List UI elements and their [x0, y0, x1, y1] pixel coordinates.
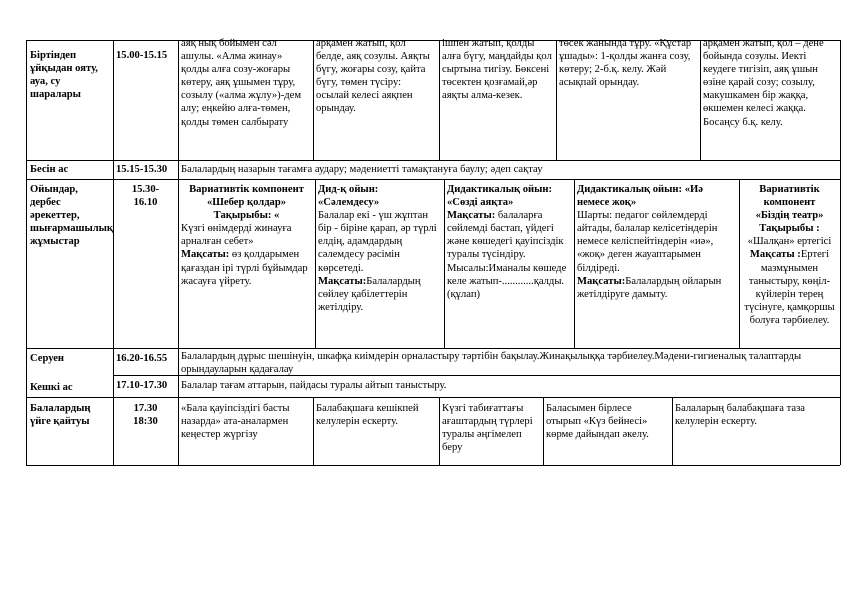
card-heading: Дидактикалық ойын: «Иә немесе жоқ»	[577, 184, 703, 209]
table-bottom-border	[26, 465, 840, 466]
card-heading: Вариативтік компонент «Шебер қолдар» Тақырыбы: «	[189, 184, 304, 222]
card-text: Шарты: педагог сөйлемдерді айтады, балалар келісетіндерін немесе келіспейтіндерін «иә», «жоқ» деген жауаптарымен білдіреді.	[577, 210, 718, 274]
activity-card	[574, 183, 739, 347]
home-cell: Баласымен бірлесе отырып «Күз бейнесі» көрме дайындап әкелу.	[546, 403, 649, 441]
card-goal-label: Мақсаты:	[577, 275, 626, 287]
time-label: 15.00-15.15	[116, 50, 168, 61]
card-goal-label: Мақсаты:	[181, 249, 230, 261]
home-cell: Күзгі табиғаттағы ағаштардың түрлері туралы әңгімелеп беру	[442, 403, 533, 454]
activity-label: Біртіндеп ұйқыдан ояту, ауа, су шаралары	[30, 50, 98, 101]
exercise-cell: арқамен жатып, қол – дене бойында созулы. Иекті кеудеге тигізіп, аяқ ұшын өзіне қарай созу; созылу, макушкамен бір жаққа, өкшемен келесі жаққа. Босаңсу б.қ. келу.	[703, 38, 824, 128]
row-divider	[26, 348, 840, 349]
activity-card	[739, 183, 840, 347]
time-label: 15.30- 16.10	[131, 184, 160, 209]
exercise-cell: арқамен жатып, қол белде, аяқ созулы. Аяқты бүгу, жоғары созу, қайта бүгу, төмен түсіру: осылай келесі аяқпен орындау.	[316, 38, 430, 115]
card-heading: Вариативтік компонент «Біздің театр» Тақырыбы :	[755, 184, 824, 235]
row-divider	[113, 375, 840, 376]
row-divider	[26, 397, 840, 398]
snack-description: Балалардың назарын тағамға аудару; мәдениетті тамақтануға баулу; әдеп сақтау	[181, 164, 543, 175]
activity-label: Балалардың үйге қайтуы	[30, 403, 91, 428]
time-label: 17.10-17.30	[116, 380, 168, 391]
time-label: 17.30 18:30	[133, 403, 158, 428]
activity-label: Ойындар, дербес әрекеттер, шығармашылық жұмыстар	[30, 184, 113, 248]
walk-description: Балалардың дұрыс шешінуін, шкафқа киімдерін орналастыру тәртібін бақылау.Жинақылыққа тәрбиелеу.Мәдени-гигиеналық талаптарды орындауларын қадағалау	[181, 351, 802, 375]
activity-label: Бесін ас	[30, 164, 69, 175]
home-cell: Балабақшаға кешікпей келулерін ескерту.	[316, 403, 419, 428]
card-goal-label: Мақсаты :	[749, 249, 801, 261]
time-label: 15.15-15.30	[116, 164, 168, 175]
exercise-cell: төсек жанында тұру. «Құстар ұшады»: 1-қолды жанға созу, көтеру; 2-б.қ. келу. Жәй асықпай орындау.	[559, 38, 692, 89]
card-goal-text: өз қолдарымен қағаздан ірі түрлі бұйымдар жасауға үйрету.	[181, 249, 308, 287]
card-goal-text: Балалардың ойларын жетілдіруге дамыту.	[577, 275, 722, 300]
exercise-cell: ішпен жатып, қолды алға бүгу, маңдайды қол сыртына тигізу. Бөксені төсектен қозғамай,әр аяқты алма-кезек.	[442, 38, 552, 102]
home-cell: Балаларың балабақшаға таза келулерін ескерту.	[675, 403, 805, 428]
activity-label: Кешкі ас	[30, 382, 73, 393]
activity-card	[315, 183, 444, 347]
row-divider	[26, 179, 840, 180]
card-goal-text: Ертегі мазмұнымен таныстыру, көңіл-күйлерін терең түсінуге, қамқоршы болуға тәрбиелеу.	[744, 249, 835, 326]
dinner-description: Балалар тағам аттарын, пайдасы туралы айтып таныстыру.	[181, 380, 447, 391]
activity-label: Серуен	[30, 353, 65, 364]
home-cell: «Бала қауіпсіздігі басты назарда» ата-аналармен кеңестер жүргізу	[181, 403, 290, 441]
activity-card	[178, 183, 315, 347]
exercise-cell: аяқ нық бойымен сәл ашулы. «Алма жинау» қолды алға созу-жоғары көтеру, аяқ ұшымен тұру, созылу («алма жұлу»)-дем алу; еңкейю алға-төмен, қолды төмен салбырату	[181, 38, 302, 128]
table-right-border	[840, 40, 841, 465]
card-heading: Дидактикалық ойын: «Сөзді аяқта» Мақсаты:	[447, 184, 553, 222]
card-goal-label: Мақсаты:	[318, 275, 367, 287]
card-text: Күзгі өнімдерді жинауға арналған себет»	[181, 223, 292, 248]
row-divider	[26, 160, 840, 161]
card-text: Балалар екі - үш жұптан бір - біріне қарап, әр түрлі елдің, адамдардың сәлемдесу рәсімін көрсетеді.	[318, 210, 437, 274]
activity-card	[444, 183, 574, 347]
card-goal-text: Балалардың сөйлеу қабілеттерін жетілдіру.	[318, 275, 421, 313]
card-heading: Дид-қ ойын: «Сәлемдесу»	[318, 184, 380, 209]
card-text: «Шалқан» ертегісі	[747, 236, 832, 248]
card-text: балаларға сөйлемді бастап, үйдегі және көшедегі қауіпсіздік туралы түсіндіру. Мысалы:Иманалы көшеде келе жатып-............қалды.(құлап)	[447, 210, 567, 300]
time-label: 16.20-16.55	[116, 353, 168, 364]
